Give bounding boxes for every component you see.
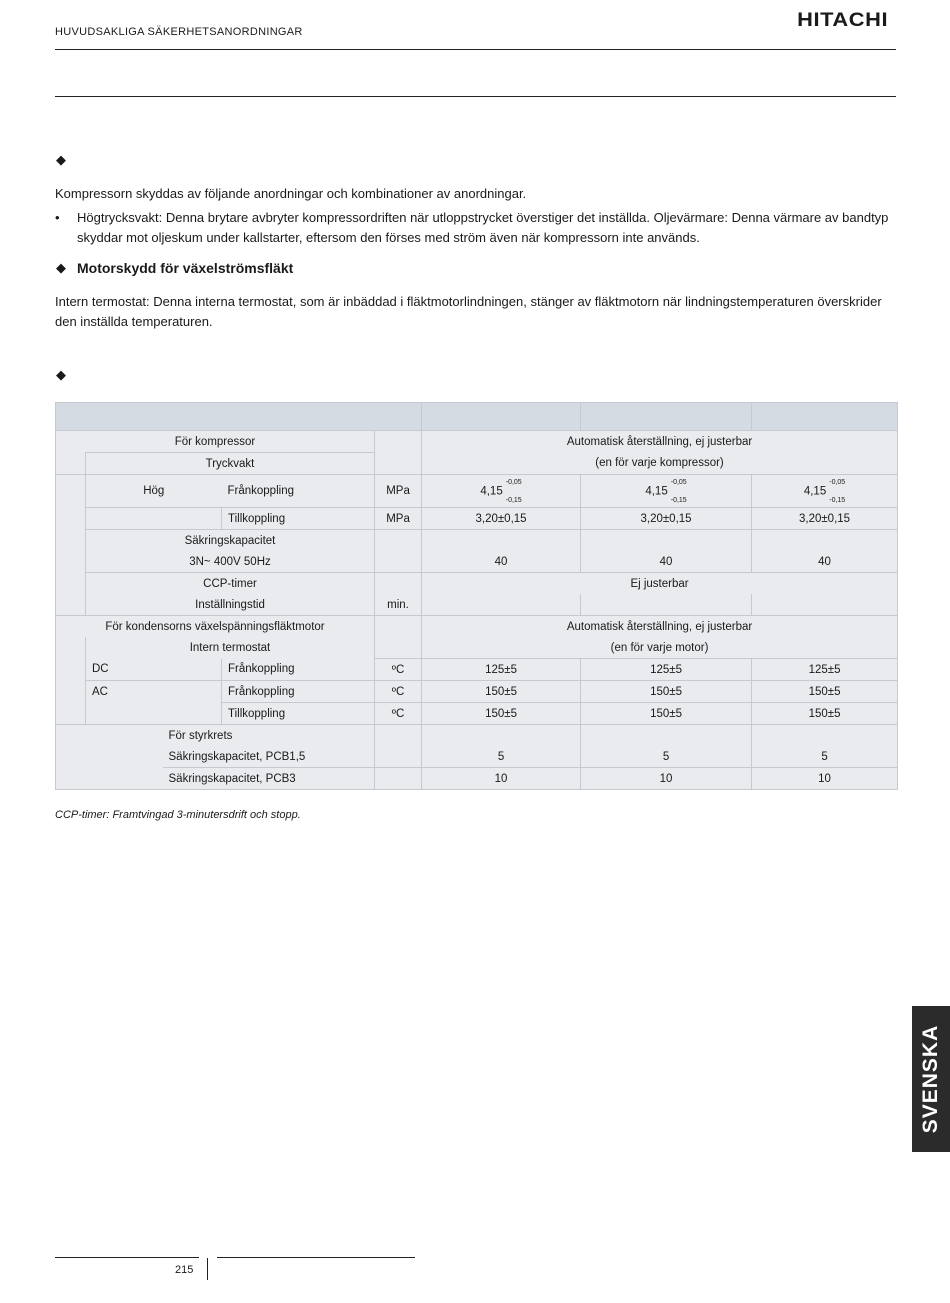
motor-protection-text: Intern termostat: Denna interna termostat, som är inbäddad i fläktmotorlindningen, stänger av fläktmotorn när lindningstemperaturen överskrider den inställda temperaturen. bbox=[55, 294, 882, 329]
table-row bbox=[56, 573, 898, 595]
unit-celsius: ºC bbox=[375, 703, 422, 725]
unit-min: min. bbox=[375, 594, 422, 616]
table-row bbox=[56, 616, 898, 638]
header-cell bbox=[752, 403, 898, 431]
cut-in-value: 3,20±0,15 bbox=[581, 508, 752, 530]
bullet-item bbox=[55, 208, 900, 248]
diamond-bullet-icon: ◆ bbox=[56, 367, 66, 382]
header-cell bbox=[56, 403, 422, 431]
table-header-row bbox=[56, 403, 898, 431]
intro-text: Kompressorn skyddas av följande anordningar och kombinationer av anordningar. bbox=[55, 186, 527, 201]
compressor-label: För kompressor bbox=[56, 431, 375, 453]
setting-time-label: Inställningstid bbox=[86, 594, 375, 616]
diamond-bullet-icon: ◆ bbox=[56, 260, 66, 275]
table-row bbox=[56, 768, 898, 790]
unit-celsius: ºC bbox=[375, 681, 422, 703]
footer-rule bbox=[217, 1257, 415, 1258]
fuse-value: 40 bbox=[581, 551, 752, 573]
fan-reset-note: (en för varje motor) bbox=[422, 637, 898, 659]
table-row bbox=[56, 594, 898, 616]
fuse-pcb3-value: 10 bbox=[752, 768, 898, 790]
header-cell bbox=[581, 403, 752, 431]
fuse-pcb3-value: 10 bbox=[422, 768, 581, 790]
ccp-timer-value: Ej justerbar bbox=[422, 573, 898, 595]
header-cell bbox=[422, 403, 581, 431]
ac-cut-out-value: 150±5 bbox=[581, 681, 752, 703]
fuse-pcb3-value: 10 bbox=[581, 768, 752, 790]
table-row bbox=[56, 551, 898, 573]
ac-cut-out-value: 150±5 bbox=[422, 681, 581, 703]
table-row bbox=[56, 453, 898, 475]
ccp-timer-label: CCP-timer bbox=[86, 573, 375, 595]
dc-cut-out-value: 125±5 bbox=[422, 659, 581, 681]
table-row bbox=[56, 703, 898, 725]
fan-motor-label: För kondensorns växelspänningsfläktmotor bbox=[56, 616, 375, 638]
compressor-reset-note: (en för varje kompressor) bbox=[422, 453, 898, 475]
running-header: HUVUDSAKLIGA SÄKERHETSANORDNINGAR bbox=[55, 26, 303, 38]
fuse-value: 40 bbox=[752, 551, 898, 573]
high-label: Hög bbox=[86, 475, 222, 508]
ac-cut-in-value: 150±5 bbox=[422, 703, 581, 725]
fuse-capacity-label: Säkringskapacitet bbox=[86, 530, 375, 552]
table-row bbox=[56, 508, 898, 530]
ac-cut-in-value: 150±5 bbox=[752, 703, 898, 725]
footer-divider bbox=[207, 1258, 208, 1280]
power-supply-label: 3N~ 400V 50Hz bbox=[86, 551, 375, 573]
cut-out-label: Frånkoppling bbox=[222, 475, 375, 508]
table-row bbox=[56, 431, 898, 453]
section-rule bbox=[55, 96, 896, 97]
table-row bbox=[56, 746, 898, 768]
control-circuit-label: För styrkrets bbox=[163, 725, 375, 747]
page-number: 215 bbox=[175, 1264, 194, 1276]
fuse-pcb15-value: 5 bbox=[752, 746, 898, 768]
fuse-pcb3-label: Säkringskapacitet, PCB3 bbox=[163, 768, 375, 790]
table-row bbox=[56, 475, 898, 508]
footer-rule bbox=[55, 1257, 199, 1258]
cut-in-value: 3,20±0,15 bbox=[422, 508, 581, 530]
cut-out-value: 4,15-0,05 -0,15 bbox=[422, 475, 581, 508]
fan-auto-reset: Automatisk återställning, ej justerbar bbox=[422, 616, 898, 638]
fuse-value: 40 bbox=[422, 551, 581, 573]
table-row bbox=[56, 637, 898, 659]
safety-devices-table bbox=[55, 402, 898, 790]
ac-cut-out-value: 150±5 bbox=[752, 681, 898, 703]
table-row bbox=[56, 530, 898, 552]
internal-thermostat-label: Intern termostat bbox=[86, 637, 375, 659]
cut-in-label: Tillkoppling bbox=[222, 703, 375, 725]
dc-cut-out-value: 125±5 bbox=[581, 659, 752, 681]
table-footnote: CCP-timer: Framtvingad 3-minutersdrift och stopp. bbox=[55, 809, 301, 821]
ac-cut-in-value: 150±5 bbox=[581, 703, 752, 725]
ac-label: AC bbox=[86, 681, 222, 703]
heading-motor-protection: Motorskydd för växelströmsfläkt bbox=[77, 260, 294, 276]
fuse-pcb15-label: Säkringskapacitet, PCB1,5 bbox=[163, 746, 375, 768]
fuse-pcb15-value: 5 bbox=[422, 746, 581, 768]
unit-mpa: MPa bbox=[375, 508, 422, 530]
table-row bbox=[56, 681, 898, 703]
bullet-text: Högtrycksvakt: Denna brytare avbryter kompressordriften när utloppstrycket överstiger det inställda. Oljevärmare: Denna värmare av bandtyp skyddar mot oljeskum under kallstarter, eftersom den förses med ström även när kompressorn inte används. bbox=[77, 210, 889, 245]
diamond-bullet-icon: ◆ bbox=[56, 152, 66, 167]
language-tab-label: SVENSKA bbox=[919, 1024, 942, 1134]
header-rule bbox=[55, 49, 896, 50]
pressure-switch-label: Tryckvakt bbox=[86, 453, 375, 475]
dc-cut-out-value: 125±5 bbox=[752, 659, 898, 681]
cut-out-value: 4,15-0,05 -0,15 bbox=[581, 475, 752, 508]
cut-in-value: 3,20±0,15 bbox=[752, 508, 898, 530]
unit-mpa: MPa bbox=[375, 475, 422, 508]
hitachi-logo: HITACHI bbox=[796, 10, 888, 31]
cut-out-label: Frånkoppling bbox=[222, 681, 375, 703]
table-row bbox=[56, 659, 898, 681]
dc-label: DC bbox=[86, 659, 222, 681]
cut-out-label: Frånkoppling bbox=[222, 659, 375, 681]
table-row bbox=[56, 725, 898, 747]
compressor-auto-reset: Automatisk återställning, ej justerbar bbox=[422, 431, 898, 453]
fuse-pcb15-value: 5 bbox=[581, 746, 752, 768]
cut-in-label: Tillkoppling bbox=[222, 508, 375, 530]
cut-out-value: 4,15-0,05 -0,15 bbox=[752, 475, 898, 508]
unit-celsius: ºC bbox=[375, 659, 422, 681]
language-tab bbox=[912, 1006, 950, 1152]
bullet-dot-icon: • bbox=[55, 210, 60, 225]
